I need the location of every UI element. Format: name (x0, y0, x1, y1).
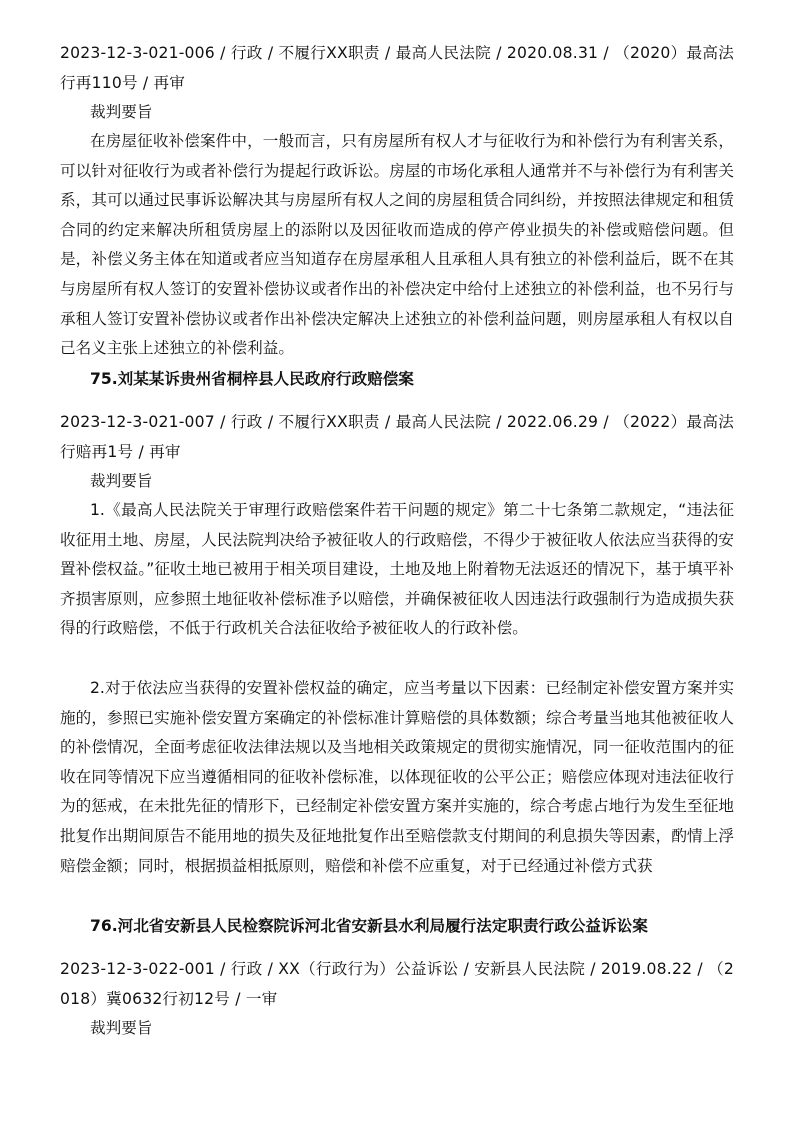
ruling-gist-label: 裁判要旨 (90, 1019, 153, 1037)
case-meta: 2023-12-3-021-007 / 行政 / 不履行XX职责 / 最高人民法院 / 2022.06.29 / （2022）最高法行赔再1号 / 再审 (60, 413, 734, 461)
case-meta: 2023-12-3-022-001 / 行政 / XX（行政行为）公益诉讼 / 安新县人民法院 / 2019.08.22 / （2018）冀0632行初12号 / 一审 (60, 960, 734, 1008)
ruling-paragraph: 1.《最高人民法院关于审理行政赔偿案件若干问题的规定》第二十七条第二款规定，“违法征收征用土地、房屋，人民法院判决给予被征收人的行政赔偿，不得少于被征收人依法应当获得的安置补偿权益。”征收土地已被用于相关项目建设，土地及地上附着物无法返还的情况下，基于填平补齐损害原则，应参照土地征收补偿标准予以赔偿，并确保被征收人因违法行政强制行为造成损失获得的行政赔偿，不低于行政机关合法征收给予被征收人的行政补偿。 (60, 501, 734, 638)
ruling-gist-label: 裁判要旨 (90, 472, 153, 490)
ruling-paragraph: 在房屋征收补偿案件中，一般而言，只有房屋所有权人才与征收行为和补偿行为有利害关系，可以针对征收行为或者补偿行为提起行政诉讼。房屋的市场化承租人通常并不与补偿行为有利害关系，其可以通过民事诉讼解决其与房屋所有权人之间的房屋租赁合同纠纷，并按照法律规定和租赁合同的约定来解决所租赁房屋上的添附以及因征收而造成的停产停业损失的补偿或赔偿问题。但是，补偿义务主体在知道或者应当知道存在房屋承租人且承租人具有独立的补偿利益后，既不在其与房屋所有权人签订的安置补偿协议或者作出的补偿决定中给付上述独立的补偿利益，也不另行与承租人签订安置补偿协议或者作出补偿决定解决上述独立的补偿利益问题，则房屋承租人有权以自己名义主张上述独立的补偿利益。 (60, 132, 734, 358)
case-title: 76.河北省安新县人民检察院诉河北省安新县水利局履行法定职责行政公益诉讼案 (90, 917, 648, 935)
ruling-paragraph: 2.对于依法应当获得的安置补偿权益的确定，应当考量以下因素：已经制定补偿安置方案并实施的，参照已实施补偿安置方案确定的补偿标准计算赔偿的具体数额；综合考量当地其他被征收人的补偿情况，全面考虑征收法律法规以及当地相关政策规定的贯彻实施情况，同一征收范围内的征收在同等情况下应当遵循相同的征收补偿标准，以体现征收的公平公正；赔偿应体现对违法征收行为的惩戒，在未批先征的情形下，已经制定补偿安置方案并实施的，综合考虑占地行为发生至征地批复作出期间原告不能用地的损失及征地批复作出至赔偿款支付期间的利息损失等因素，酌情上浮赔偿金额；同时，根据损益相抵原则，赔偿和补偿不应重复，对于已经通过补偿方式获 (60, 679, 734, 875)
case-meta: 2023-12-3-021-006 / 行政 / 不履行XX职责 / 最高人民法院 / 2020.08.31 / （2020）最高法行再110号 / 再审 (60, 44, 734, 92)
ruling-gist-label: 裁判要旨 (90, 103, 153, 121)
case-title: 75.刘某某诉贵州省桐梓县人民政府行政赔偿案 (90, 370, 414, 388)
